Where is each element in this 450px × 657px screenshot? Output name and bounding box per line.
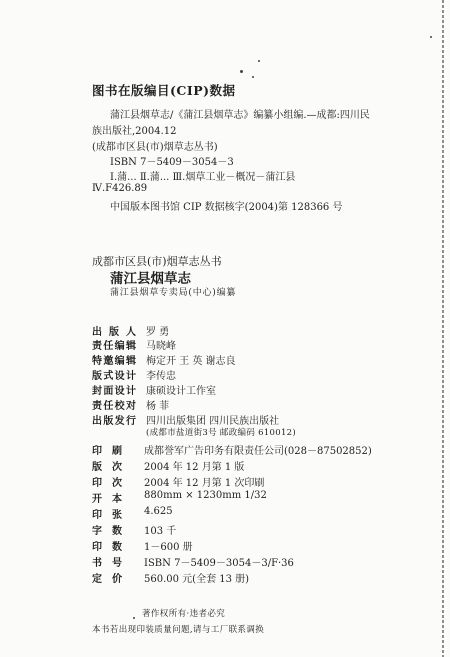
- scan-speck: [252, 76, 254, 78]
- credit-label: 版式设计: [92, 371, 136, 382]
- spec-value: 103 千: [144, 526, 177, 537]
- spec-label: 印次: [92, 478, 122, 489]
- scan-speck: [258, 60, 260, 62]
- spec-label: 版次: [92, 462, 122, 473]
- spec-label: 字数: [92, 526, 122, 537]
- cip-heading: 图书在版编目(CIP)数据: [92, 83, 236, 98]
- spec-label: 书号: [92, 558, 122, 569]
- credit-label: 出版人: [92, 327, 136, 338]
- credit-label: 特邀编辑: [92, 356, 136, 367]
- spec-value: 2004 年 12 月第 1 次印刷: [144, 478, 265, 489]
- spec-value: 成都誉军广告印务有限责任公司(028－87502852): [144, 446, 372, 457]
- scan-speck: [133, 617, 135, 619]
- publisher-address: (成都市盐道街3号 邮政编码 610012): [146, 428, 296, 438]
- copyright-notice: 著作权所有·违者必究: [142, 609, 226, 619]
- book-title: 蒲江县烟草志: [110, 271, 191, 287]
- credit-label: 责任编辑: [92, 341, 136, 352]
- spec-label: 定价: [92, 574, 122, 585]
- cip-line: 中国版本图书馆 CIP 数据核字(2004)第 128366 号: [110, 202, 343, 213]
- spec-label: 开本: [92, 494, 122, 505]
- page-edge: [442, 0, 444, 657]
- quality-notice: 本书若出现印装质量问题,请与工厂联系调换: [92, 625, 265, 635]
- cip-line: Ⅳ.F426.89: [92, 183, 148, 194]
- spec-label: 印张: [92, 510, 122, 521]
- cip-line: 蒲江县烟草志/《蒲江县烟草志》编纂小组编.—成都:四川民: [110, 110, 370, 121]
- credit-label: 责任校对: [92, 401, 136, 412]
- credit-value: 李传忠: [146, 371, 176, 382]
- spec-label: 印刷: [92, 446, 122, 457]
- spec-value: 560.00 元(全套 13 册): [144, 574, 250, 585]
- cip-line: Ⅰ.蒲... Ⅱ.蒲... Ⅲ.烟草工业－概况－蒲江县: [110, 172, 296, 183]
- spec-value: ISBN 7－5409－3054－3/F·36: [144, 558, 294, 569]
- credit-value: 杨 菲: [146, 401, 170, 412]
- spec-value: 2004 年 12 月第 1 版: [144, 462, 245, 473]
- credit-label: 封面设计: [92, 386, 136, 397]
- scan-speck: [240, 70, 243, 73]
- spec-label: 印数: [92, 542, 122, 553]
- spec-value: 4.625: [144, 506, 173, 517]
- cip-line: (成都市区县(市)烟草志丛书): [92, 142, 218, 153]
- credit-value: 康硕设计工作室: [146, 386, 216, 397]
- scan-speck: [430, 36, 432, 38]
- series-title: 成都市区县(市)烟草志丛书: [92, 255, 222, 268]
- cip-line: ISBN 7－5409－3054－3: [110, 157, 234, 168]
- spec-value: 880mm × 1230mm 1/32: [144, 490, 267, 501]
- credit-value: 马晓峰: [146, 341, 176, 352]
- credit-value: 罗 勇: [146, 327, 170, 338]
- spec-value: 1－600 册: [144, 542, 193, 553]
- credit-value: 四川出版集团 四川民族出版社: [146, 416, 280, 427]
- credit-value: 梅定开 王 英 谢志良: [146, 356, 236, 367]
- credit-label: 出版发行: [92, 416, 136, 427]
- editor-credit: 蒲江县烟草专卖局(中心)编纂: [110, 288, 237, 298]
- cip-line: 族出版社,2004.12: [92, 126, 177, 137]
